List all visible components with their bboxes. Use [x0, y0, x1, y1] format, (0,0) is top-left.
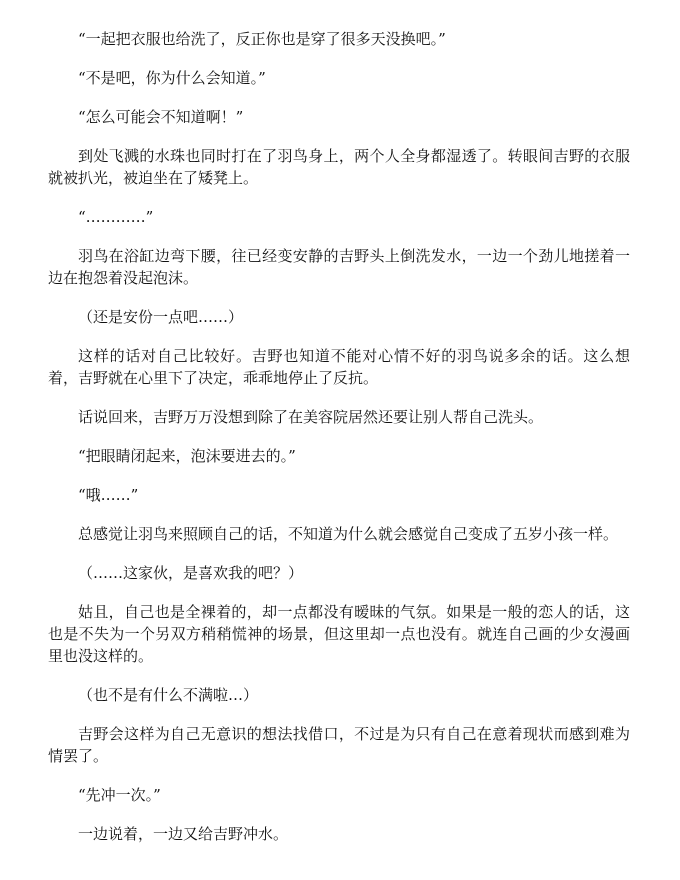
- paragraph-2: “不是吧，你为什么会知道。”: [78, 69, 266, 87]
- paragraph-6: 羽鸟在浴缸边弯下腰，往已经变安静的吉野头上倒洗发水，一边一个劲儿地搓着一边在抱怨着没起泡沫。: [48, 247, 630, 287]
- paragraph-8: 这样的话对自己比较好。吉野也知道不能对心情不好的羽鸟说多余的话。这么想着，吉野就在心里下了决定，乖乖地停止了反抗。: [48, 347, 630, 387]
- paragraph-1: “一起把衣服也给洗了，反正你也是穿了很多天没换吧。”: [78, 30, 446, 48]
- paragraph-5: “…………”: [78, 208, 154, 226]
- paragraph-15: （也不是有什么不满啦…）: [78, 686, 259, 704]
- paragraph-17: “先冲一次。”: [78, 786, 161, 804]
- paragraph-18: 一边说着，一边又给吉野冲水。: [78, 825, 289, 843]
- paragraph-9: 话说回来，吉野万万没想到除了在美容院居然还要让别人帮自己洗头。: [78, 408, 544, 426]
- paragraph-10: “把眼睛闭起来，泡沫要进去的。”: [78, 447, 296, 465]
- paragraph-3: “怎么可能会不知道啊！”: [78, 108, 244, 126]
- paragraph-13: （……这家伙，是喜欢我的吧？）: [78, 564, 304, 582]
- paragraph-4: 到处飞溅的水珠也同时打在了羽鸟身上，两个人全身都湿透了。转眼间吉野的衣服就被扒光，被迫坐在了矮凳上。: [48, 147, 630, 187]
- paragraph-12: 总感觉让羽鸟来照顾自己的话，不知道为什么就会感觉自己变成了五岁小孩一样。: [78, 525, 619, 543]
- paragraph-7: （还是安份一点吧……）: [78, 308, 244, 326]
- paragraph-11: “哦……”: [78, 486, 139, 504]
- paragraph-14: 姑且，自己也是全裸着的，却一点都没有暧昧的气氛。如果是一般的恋人的话，这也是不失为一个另双方稍稍慌神的场景，但这里却一点也没有。就连自己画的少女漫画里也没这样的。: [48, 603, 630, 665]
- paragraph-16: 吉野会这样为自己无意识的想法找借口，不过是为只有自己在意着现状而感到难为情罢了。: [48, 725, 630, 765]
